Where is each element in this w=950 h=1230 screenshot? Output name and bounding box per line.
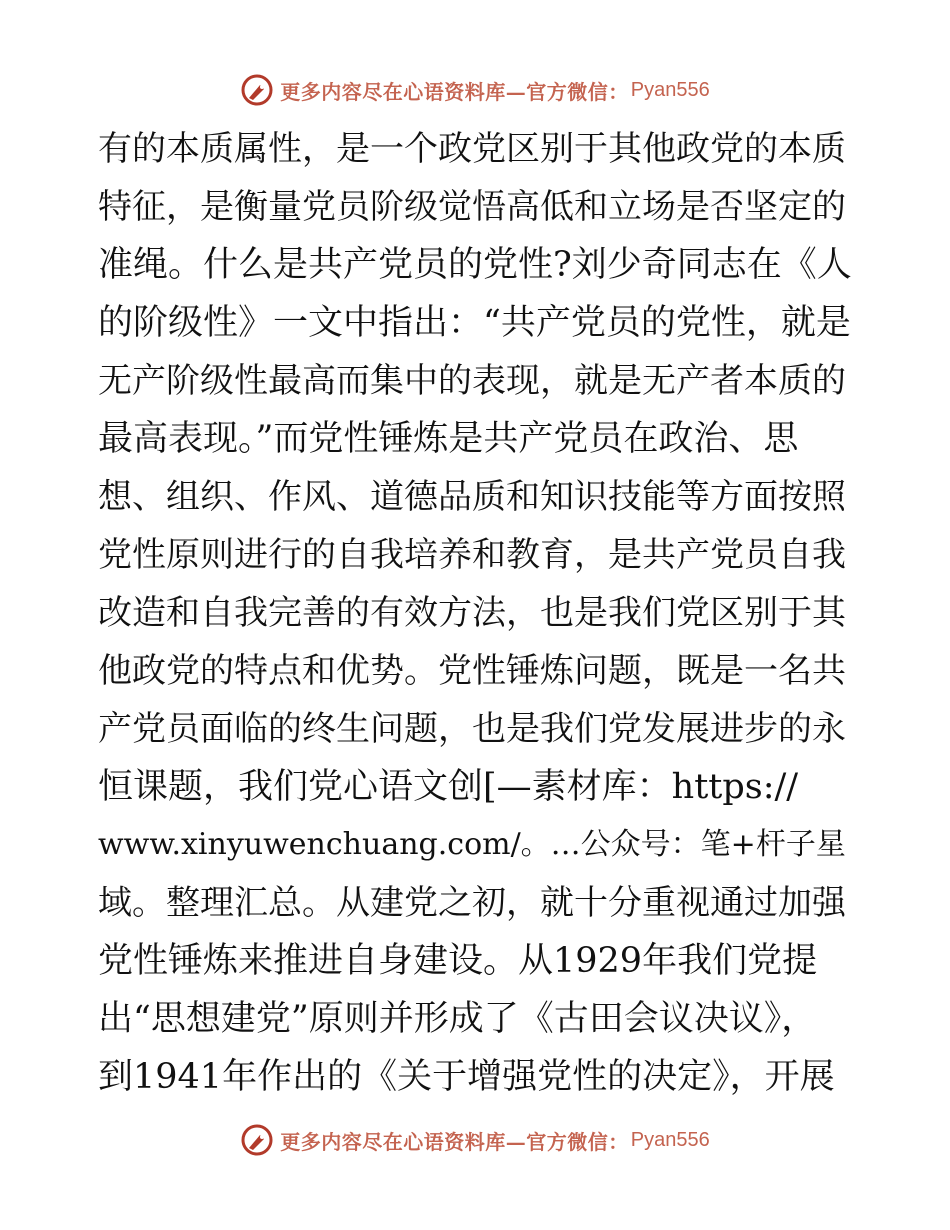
pen-nib-circle-icon [240, 1123, 274, 1157]
body-line: 最高表现。”而党性锤炼是共产党员在政治、思 [98, 419, 799, 459]
body-line: 的阶级性》一文中指出：“共产党员的党性，就是 [98, 303, 851, 343]
body-line: 准绳。什么是共产党员的党性?刘少奇同志在《人 [98, 245, 852, 285]
body-line: 到1941年作出的《关于增强党性的决定》，开展 [98, 1057, 835, 1097]
body-line: 他政党的特点和优势。党性锤炼问题，既是一名共 [98, 651, 846, 691]
body-line: 无产阶级性最高而集中的表现，就是无产者本质的 [98, 361, 846, 401]
body-line: 恒课题，我们党心语文创[—素材库：https:// [98, 767, 799, 807]
footer-slogan: 更多内容尽在心语资料库—官方微信： [280, 1129, 629, 1154]
header-banner [0, 70, 950, 110]
body-line: 改造和自我完善的有效方法，也是我们党区别于其 [98, 593, 846, 633]
body-line: 党性锤炼来推进自身建设。从1929年我们党提 [98, 941, 818, 981]
footer-banner [0, 1120, 950, 1160]
body-line: 产党员面临的终生问题，也是我们党发展进步的永 [98, 709, 846, 749]
body-line: www.xinyuwenchuang.com/。…公众号：笔+杆子星 [98, 827, 846, 862]
body-line: 有的本质属性，是一个政党区别于其他政党的本质 [98, 129, 846, 169]
body-line: 特征，是衡量党员阶级觉悟高低和立场是否坚定的 [98, 187, 846, 227]
body-line: 域。整理汇总。从建党之初，就十分重视通过加强 [98, 883, 846, 923]
body-line: 想、组织、作风、道德品质和知识技能等方面按照 [98, 477, 846, 517]
document-body [98, 120, 858, 1106]
footer-handle: Pyan556 [630, 1128, 710, 1151]
body-line: 出“思想建党”原则并形成了《古田会议决议》， [98, 999, 817, 1039]
header-slogan: 更多内容尽在心语资料库—官方微信： [280, 79, 629, 104]
body-line: 党性原则进行的自我培养和教育，是共产党员自我 [98, 535, 846, 575]
header-handle: Pyan556 [630, 78, 710, 101]
pen-nib-circle-icon [240, 73, 274, 107]
